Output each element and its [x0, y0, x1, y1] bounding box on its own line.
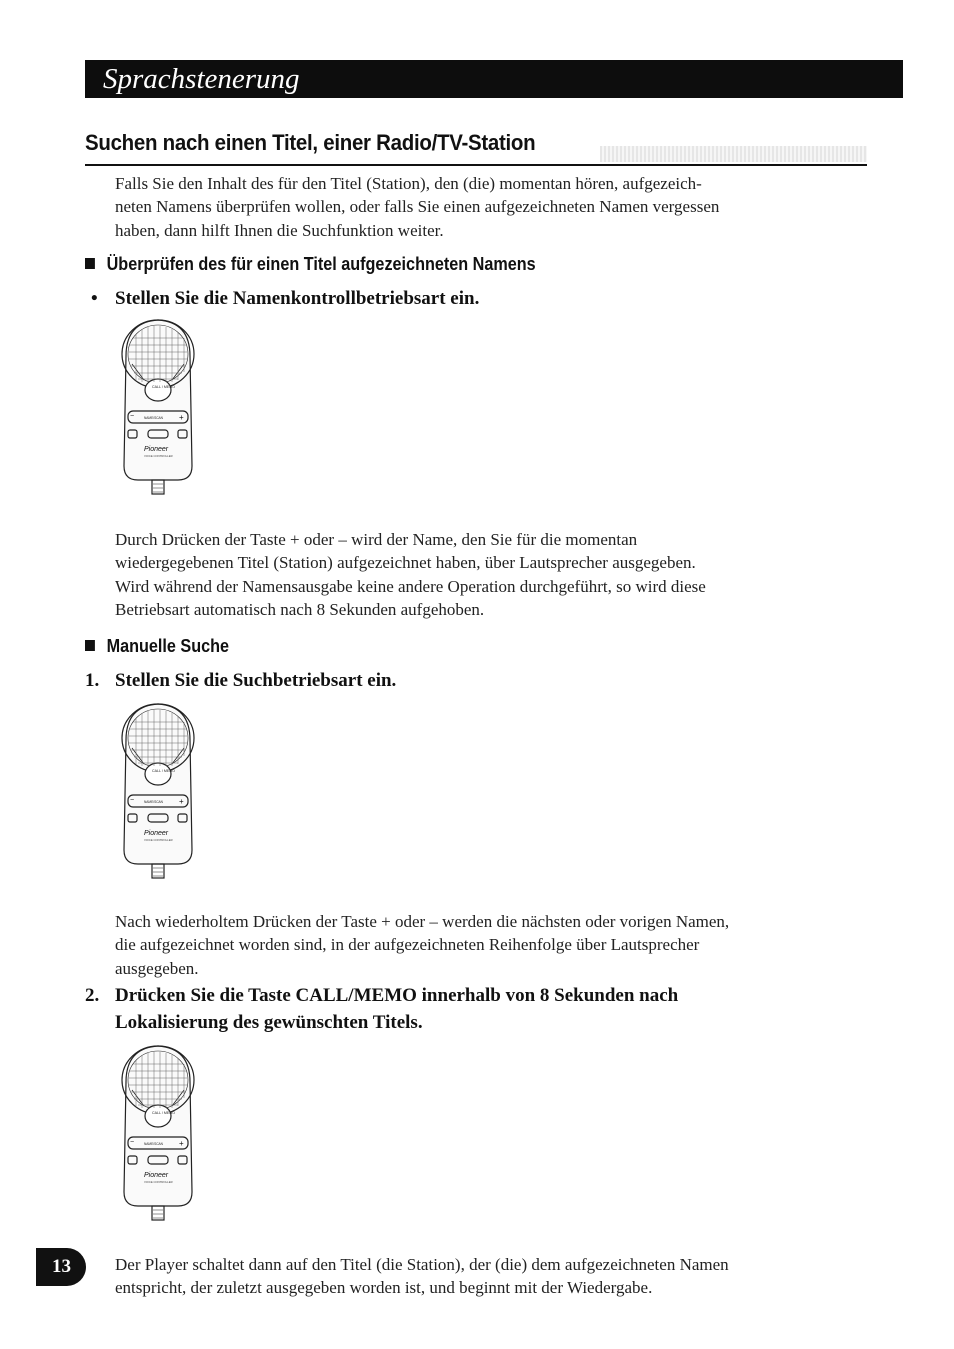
brand-logo: Pioneer [144, 1172, 169, 1179]
step1-body-paragraph: Nach wiederholtem Drücken der Taste + oder – werden die nächsten oder vorigen Namen, die aufgezeichnet worden sind, in der aufgezeichneten Reihenfolge über Lautsprecher ausgegeben. [115, 912, 730, 978]
section-title: Suchen nach einen Titel, einer Radio/TV-Station [85, 130, 536, 155]
chapter-title: Sprachstenerung [103, 63, 300, 95]
minus-key-icon: − [130, 413, 135, 420]
call-memo-label: CALL / MEMO [152, 769, 176, 773]
square-bullet-icon [85, 640, 95, 651]
page-number: 13 [52, 1256, 71, 1277]
bullet-dot-icon: • [91, 288, 98, 309]
name-scan-label: NAME/SCAN [144, 800, 163, 804]
plus-key-icon: + [179, 413, 184, 422]
section-divider [85, 164, 867, 166]
step2-body-paragraph: Der Player schaltet dann auf den Titel (die Station), der (die) dem aufgezeichneten Namen entspricht, der zuletzt ausgegeben worden ist, und beginnt mit der Wiedergabe. [115, 1255, 729, 1298]
name-scan-label: NAME/SCAN [144, 416, 163, 420]
voice-controller-illustration-1 [116, 316, 200, 496]
plus-key-icon: + [179, 1139, 184, 1148]
voice-controller-illustration-2 [116, 700, 200, 880]
remote-caption: VOICE CONTROLLER [144, 1180, 173, 1184]
plus-key-icon: + [179, 797, 184, 806]
step-number: 2. [85, 985, 100, 1006]
section-title-shading [600, 146, 867, 162]
page-number-badge [36, 1248, 86, 1286]
check-body-paragraph: Durch Drücken der Taste + oder – wird der Name, den Sie für die momentan wiedergegebenen Titel (Station) aufgezeichnet haben, über Lautsprecher ausgegeben. Wird während der Namensausgabe keine andere Operation durchgeführt, so wird diese Betriebsart automatisch nach 8 Sekunden aufgehoben. [115, 530, 706, 619]
step-number: 1. [85, 670, 100, 691]
name-scan-label: NAME/SCAN [144, 1142, 163, 1146]
subheading-manual-search: Manuelle Suche [85, 636, 229, 657]
square-bullet-icon [85, 258, 95, 269]
bullet-step-check: • Stellen Sie die Namenkontrollbetriebsart ein. [115, 285, 479, 312]
minus-key-icon: − [130, 1139, 135, 1146]
step-2: 2. Drücken Sie die Taste CALL/MEMO innerhalb von 8 Sekunden nach Lokalisierung des gewünschten Titels. [115, 982, 678, 1036]
call-memo-label: CALL / MEMO [152, 385, 176, 389]
chapter-header-bar [85, 60, 903, 98]
intro-paragraph: Falls Sie den Inhalt des für den Titel (Station), den (die) momentan hören, aufgezeich- neten Namens überprüfen wollen, oder falls Sie einen aufgezeichneten Namen vergessen haben, dann hilft Ihnen die Suchfunktion weiter. [115, 174, 720, 240]
brand-logo: Pioneer [144, 446, 169, 453]
brand-logo: Pioneer [144, 830, 169, 837]
voice-controller-illustration-3 [116, 1042, 200, 1222]
remote-caption: VOICE CONTROLLER [144, 454, 173, 458]
remote-caption: VOICE CONTROLLER [144, 838, 173, 842]
minus-key-icon: − [130, 797, 135, 804]
subheading-check-name: Überprüfen des für einen Titel aufgezeichneten Namens [85, 254, 536, 275]
step-1: 1. Stellen Sie die Suchbetriebsart ein. [115, 667, 396, 694]
call-memo-label: CALL / MEMO [152, 1111, 176, 1115]
